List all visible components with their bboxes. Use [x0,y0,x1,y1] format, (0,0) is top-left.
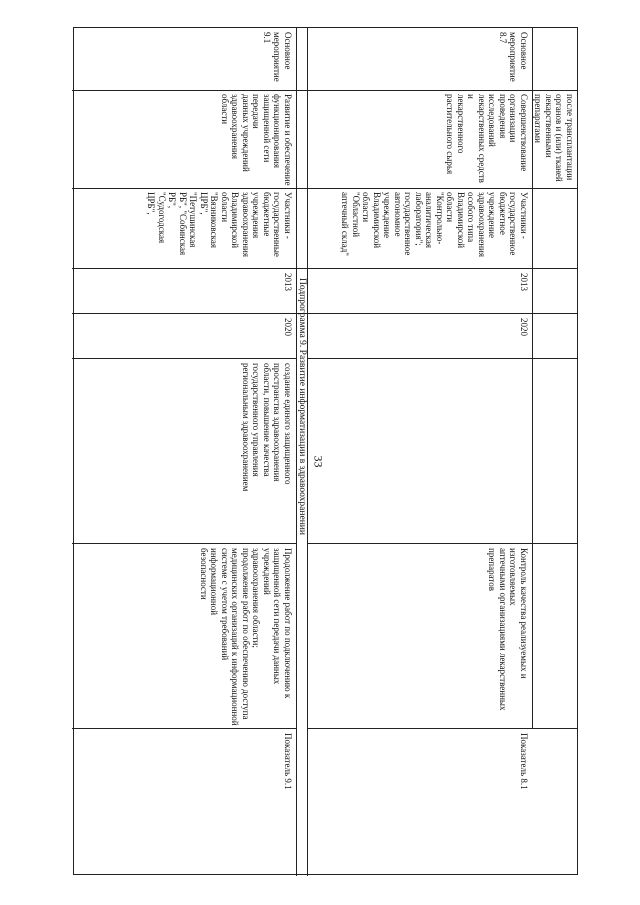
row-8-7-c4: 2013 [519,273,529,291]
row-line-subprogram-top [307,28,308,876]
row-8-7-c1: Основное мероприятие 8.7 [498,32,529,82]
row-8-7-c5: 2020 [519,318,529,336]
row-9-1-c1: Основное мероприятие 9.1 [262,32,293,82]
col-line-5a [308,358,577,359]
page-number: 33 [311,455,326,468]
col-line-1 [72,90,577,91]
subprogram-9-title: Подпрограмма 9. Развитие информатизации в здравоохранении [297,278,307,535]
col-line-5b [72,358,297,359]
row-8-7-c7: Контроль качества реализуемых и изготовляемых аптечными организациями лекарственных препаратов [487,548,529,711]
col-line-7b [72,728,297,729]
col-line-3 [72,268,577,269]
row-9-1-c5: 2020 [283,318,293,336]
row-9-1-c2: Развитие и обеспечение функционирования защищенной сети передачи данных учреждений здравоохранения области [220,94,293,186]
col-line-7a [308,728,577,729]
row-8-7-c2: Совершенствование организации проведения исследований лекарственных средств и лекарственного растительного сырья [445,94,529,183]
col-line-6a [308,543,577,544]
row-9-1-c7: Продолжение работ по подключению к защищенной сети передачи данных учреждений здравоохранения области; продолжение работ по обеспечению доступа медицинских организаций к информационной системе с учетом требований информационной безопасности [199,548,293,726]
rotated-table-region [73,27,578,875]
row-9-1-c3: Участники - государственные бюджетные учреждения здравоохранения Владимирской области "Вязниковская ЦРБ", "Петушинская РБ", "Собинская РБ", "Судогодская ЦРБ", [146,192,293,258]
col-line-4 [72,313,577,314]
row-9-1-c4: 2013 [283,273,293,291]
data-table [73,27,578,875]
row-8-7-c3: Участники - государственное бюджетное учреждение здравоохранения особого типа Владимирской области "Контрольно- аналитическая лаборатория"; государственное автономное учреждение Владимирской области "Областной аптечный склад" [340,192,529,258]
col-line-6b [72,543,297,544]
row-9-1-c6: создание единого защищенного пространства здравоохранения области, повышение качества государственного управления региональным здравоохранением [241,363,293,492]
top-row-c3: после трансплантации органов и (или) тканей лекарственными препаратами [533,94,575,182]
row-8-7-c8: Показатель 8.1 [519,733,529,790]
col-line-2 [72,188,577,189]
row-9-1-c8: Показатель 9.1 [283,733,293,790]
